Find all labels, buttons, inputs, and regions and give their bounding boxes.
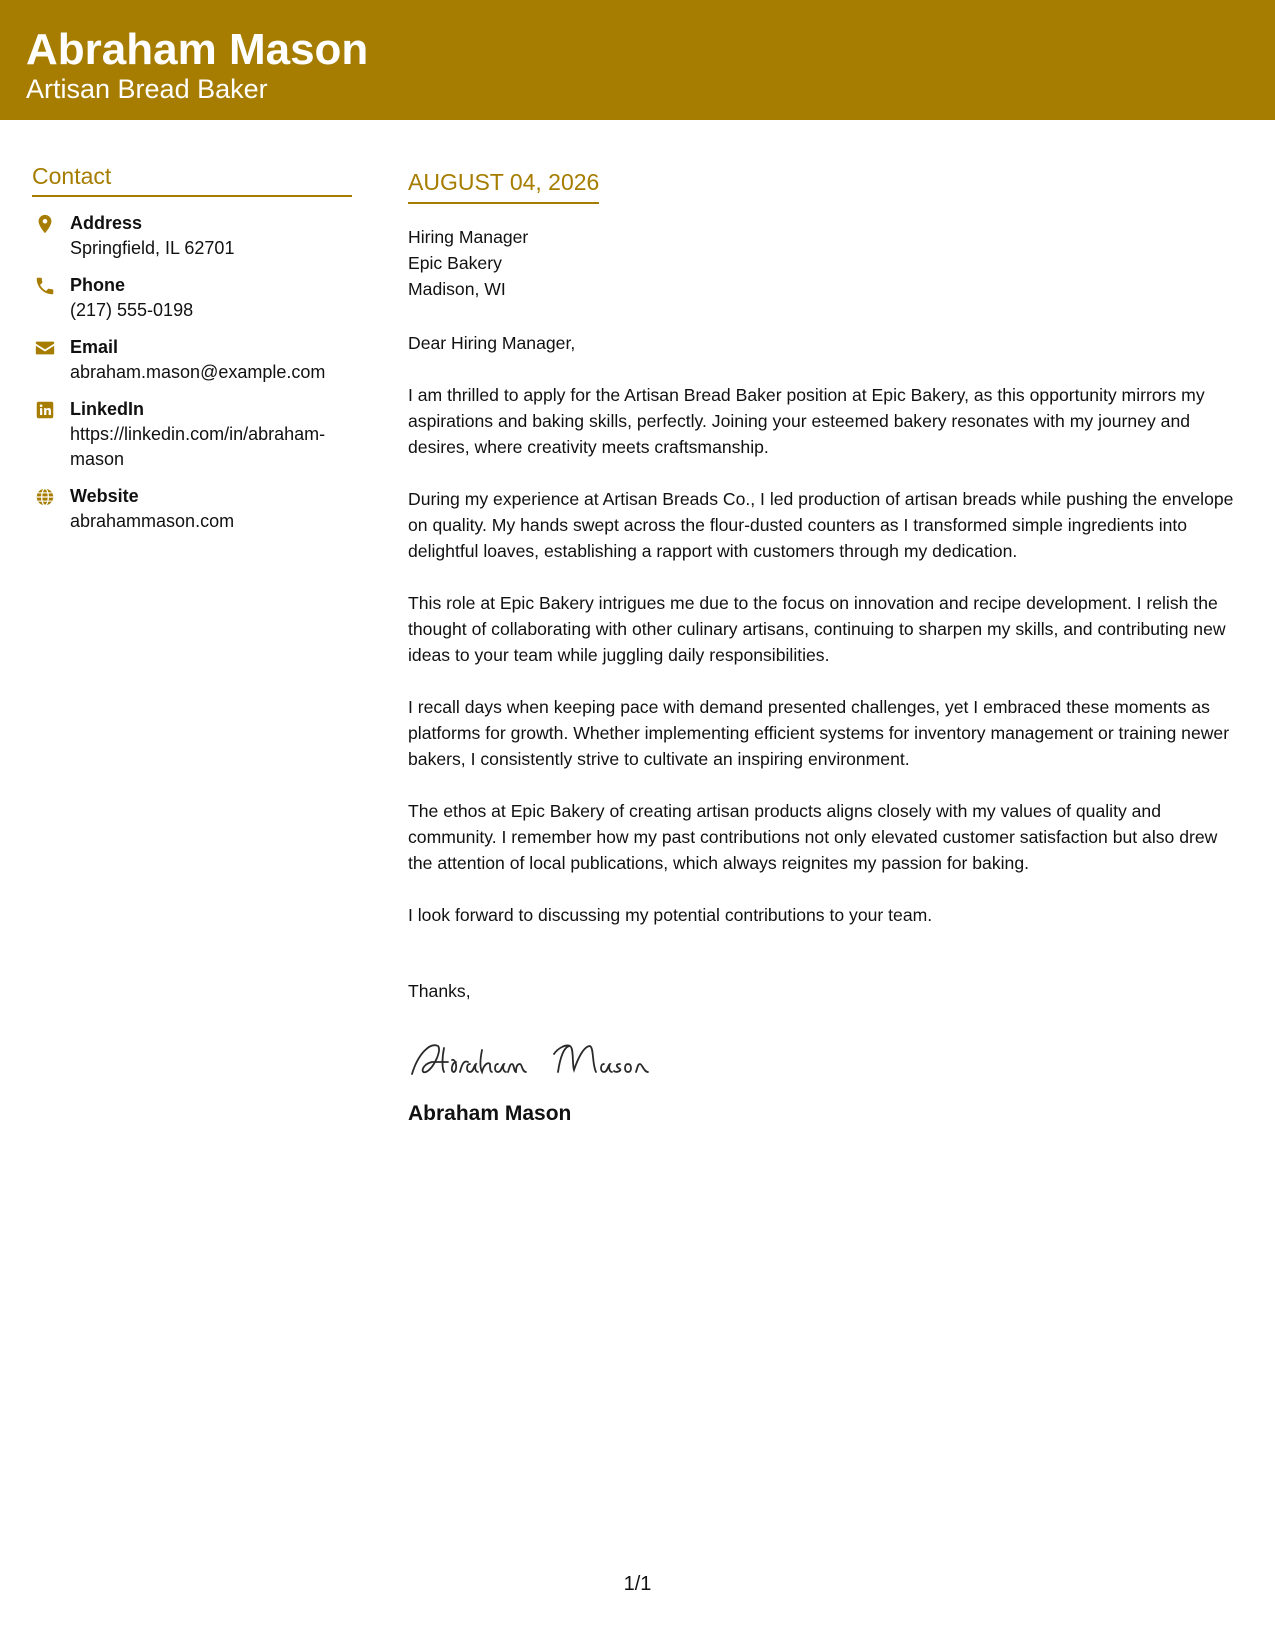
- letter-date: AUGUST 04, 2026: [408, 166, 599, 204]
- paragraph: I recall days when keeping pace with demand presented challenges, yet I embraced these moments as platforms for growth. Whether implementing efficient systems for inventory management or training newer bakers, I consistently strive to cultivate an inspiring environment.: [408, 697, 1230, 769]
- contact-item-address: [32, 211, 352, 261]
- contact-item-phone: [32, 273, 352, 323]
- greeting: Dear Hiring Manager,: [408, 333, 576, 353]
- contact-item-email: [32, 335, 352, 385]
- linkedin-icon: [34, 399, 56, 421]
- contact-item-linkedin: [32, 397, 352, 472]
- recipient-line: Epic Bakery: [408, 253, 502, 273]
- handwritten-signature: [408, 1034, 1243, 1084]
- paragraph: This role at Epic Bakery intrigues me due to the focus on innovation and recipe development. I relish the thought of collaborating with other culinary artisans, continuing to sharpen my skills, and contributing new ideas to your team while juggling daily responsibilities.: [408, 593, 1226, 665]
- contact-heading: Contact: [32, 160, 352, 197]
- recipient-block: [408, 224, 1243, 302]
- recipient-line: Hiring Manager: [408, 227, 529, 247]
- signature-image: [408, 1034, 668, 1084]
- contact-label-linkedin: LinkedIn: [70, 399, 145, 419]
- paragraph: The ethos at Epic Bakery of creating artisan products aligns closely with my values of quality and community. I remember how my past contributions not only elevated customer satisfaction but also drew the attention of local publications, which always reignites my passion for baking.: [408, 801, 1218, 873]
- paragraph: I look forward to discussing my potential contributions to your team.: [408, 905, 933, 925]
- contact-value-email[interactable]: abraham.mason@example.com: [70, 362, 326, 382]
- contact-value-phone: (217) 555-0198: [70, 300, 194, 320]
- contact-label-phone: Phone: [70, 275, 126, 295]
- contact-value-linkedin[interactable]: https://linkedin.com/in/abraham-mason: [70, 424, 326, 469]
- paragraph: I am thrilled to apply for the Artisan Bread Baker position at Epic Bakery, as this opportunity mirrors my aspirations and baking skills, perfectly. Joining your esteemed bakery resonates with my journey and desires, where creativity meets craftsmanship.: [408, 385, 1205, 457]
- contact-label-website: Website: [70, 486, 139, 506]
- contact-label-address: Address: [70, 213, 143, 233]
- closing: Thanks,: [408, 981, 471, 1001]
- applicant-role: Artisan Bread Baker: [26, 74, 268, 104]
- contact-sidebar: [32, 160, 352, 546]
- page-number: 1/1: [623, 1573, 652, 1595]
- phone-icon: [34, 275, 56, 297]
- envelope-icon: [34, 337, 56, 359]
- contact-label-email: Email: [70, 337, 119, 357]
- paragraph: During my experience at Artisan Breads Co., I led production of artisan breads while pushing the envelope on quality. My hands swept across the flour-dusted counters as I transformed simple ingredients into delightful loaves, establishing a rapport with customers through my dedication.: [408, 489, 1234, 561]
- signature-name: Abraham Mason: [408, 1102, 572, 1125]
- contact-item-website: [32, 484, 352, 534]
- letter-body: [408, 166, 1243, 1128]
- map-pin-icon: [34, 213, 56, 235]
- globe-icon: [34, 486, 56, 508]
- contact-value-address: Springfield, IL 62701: [70, 238, 235, 258]
- contact-value-website[interactable]: abrahammason.com: [70, 511, 235, 531]
- applicant-name: Abraham Mason: [26, 25, 369, 74]
- recipient-line: Madison, WI: [408, 279, 506, 299]
- header-banner: [0, 0, 1275, 120]
